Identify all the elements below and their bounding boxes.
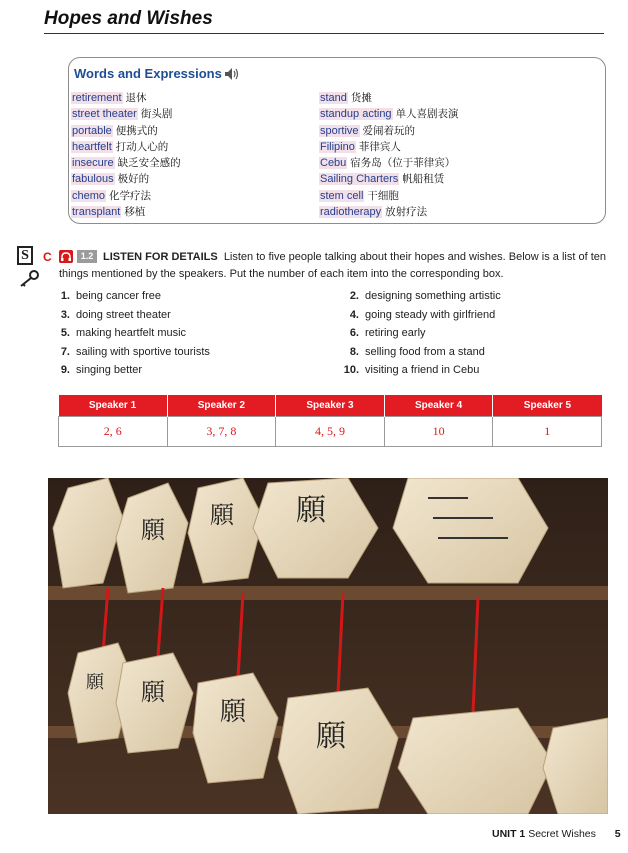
word-entry: retirement 退休 xyxy=(72,92,147,104)
word-entry: sportive 爱闹着玩的 xyxy=(320,124,416,137)
word-entry: transplant 移植 xyxy=(72,206,146,219)
table-header: Speaker 2 xyxy=(167,395,276,417)
audio-speaker-icon[interactable] xyxy=(224,67,240,81)
word-column-left xyxy=(71,90,181,220)
answer-cell[interactable]: 4, 5, 9 xyxy=(276,417,385,447)
list-item: 7. sailing with sportive tourists xyxy=(60,345,210,358)
key-icon xyxy=(18,270,40,288)
word-entry: heartfelt 打动人心的 xyxy=(72,140,169,153)
answer-table xyxy=(58,395,602,447)
answer-cell[interactable]: 3, 7, 8 xyxy=(167,417,276,447)
word-entry: radiotherapy 放射疗法 xyxy=(320,206,428,219)
word-entry: stem cell 干细胞 xyxy=(320,189,399,202)
answer-cell[interactable]: 2, 6 xyxy=(59,417,168,447)
task-text: Listen to five people talking about their hopes and wishes. Below is a list of ten things mentioned by the speakers. Put the number of each item into the corresponding box. xyxy=(59,251,606,280)
word-column-right xyxy=(319,90,459,220)
table-header: Speaker 5 xyxy=(493,395,602,417)
table-header: Speaker 3 xyxy=(276,395,385,417)
unit-label: UNIT 1 xyxy=(492,828,526,840)
word-entry: fabulous 极好的 xyxy=(72,173,150,186)
track-number: 1.2 xyxy=(77,250,97,263)
list-item: 6. retiring early xyxy=(349,327,426,339)
task-heading: LISTEN FOR DETAILS xyxy=(103,251,218,263)
word-entry: standup acting 单人喜剧表演 xyxy=(320,108,459,121)
words-box-title: Words and Expressions xyxy=(74,66,222,81)
list-item: 4. going steady with girlfriend xyxy=(349,308,496,321)
words-expressions-box xyxy=(68,57,606,224)
list-item: 2. designing something artistic xyxy=(349,290,501,302)
table-header: Speaker 1 xyxy=(59,395,168,417)
page-footer xyxy=(492,828,621,840)
plaque-text: 願 xyxy=(141,678,165,706)
word-entry: portable 便携式的 xyxy=(72,124,158,137)
plaque-text: 願 xyxy=(220,697,247,727)
task-instructions xyxy=(59,249,607,282)
list-item: 10. visiting a friend in Cebu xyxy=(343,364,480,376)
list-item: 9. singing better xyxy=(60,364,143,376)
word-entry: street theater 街头剧 xyxy=(72,108,173,121)
table-header: Speaker 4 xyxy=(384,395,493,417)
table-row xyxy=(59,417,602,447)
plaque-text: 願 xyxy=(141,516,165,544)
plaque-text: 願 xyxy=(210,501,234,529)
s-icon: S xyxy=(17,246,33,265)
unit-title: Secret Wishes xyxy=(528,828,596,840)
word-entry: stand 货摊 xyxy=(320,92,372,104)
table-header-row xyxy=(59,395,602,417)
exercise-letter: C xyxy=(43,250,52,264)
word-entry: Filipino 菲律宾人 xyxy=(320,140,401,153)
page-number: 5 xyxy=(614,828,621,840)
page-title: Hopes and Wishes xyxy=(44,8,213,29)
word-entry: chemo 化学疗法 xyxy=(72,189,152,202)
plaque-text: 願 xyxy=(86,672,104,693)
title-divider xyxy=(44,33,604,34)
list-item: 8. selling food from a stand xyxy=(349,345,485,358)
list-item: 1. being cancer free xyxy=(60,290,161,302)
plaque-text: 願 xyxy=(316,719,346,754)
answer-cell[interactable]: 10 xyxy=(384,417,493,447)
wish-plaques-photo xyxy=(48,478,608,814)
list-item: 3. doing street theater xyxy=(60,308,171,321)
plaque-text: 願 xyxy=(296,493,326,528)
word-entry: insecure 缺乏安全感的 xyxy=(72,157,181,170)
word-entry: Sailing Charters 帆船租赁 xyxy=(320,173,445,186)
answer-cell[interactable]: 1 xyxy=(493,417,602,447)
word-entry: Cebu 宿务岛（位于菲律宾） xyxy=(320,157,456,170)
list-item: 5. making heartfelt music xyxy=(60,327,187,339)
